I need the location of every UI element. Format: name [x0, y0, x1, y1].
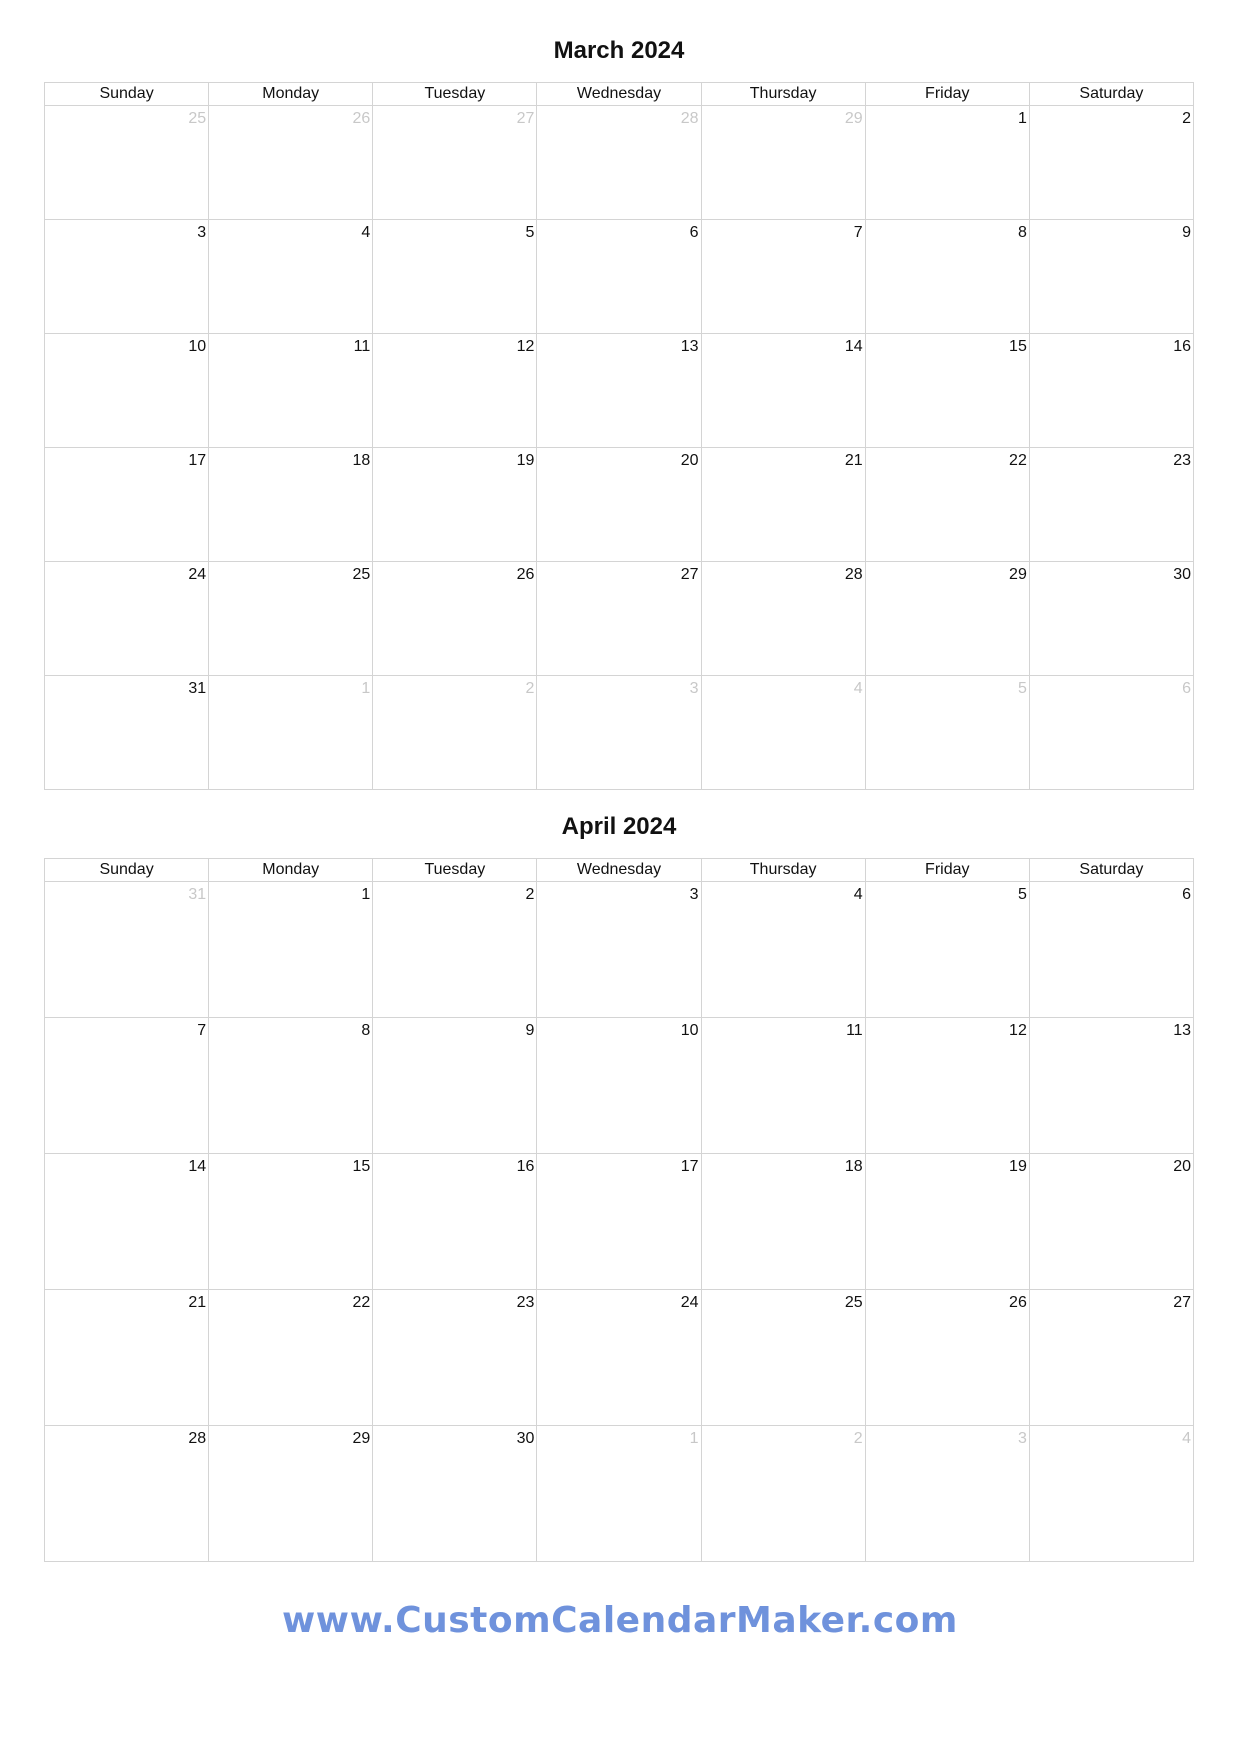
day-cell: 25	[209, 562, 373, 676]
day-cell: 22	[865, 448, 1029, 562]
day-cell: 27	[537, 562, 701, 676]
day-cell: 29	[865, 562, 1029, 676]
day-cell: 5	[865, 882, 1029, 1018]
day-cell-other-month: 28	[537, 106, 701, 220]
day-cell: 22	[209, 1290, 373, 1426]
day-cell: 14	[701, 334, 865, 448]
day-cell: 1	[209, 882, 373, 1018]
week-row	[45, 1290, 1194, 1426]
day-cell: 4	[701, 882, 865, 1018]
day-cell: 23	[1029, 448, 1193, 562]
day-cell: 16	[1029, 334, 1193, 448]
day-cell: 26	[373, 562, 537, 676]
day-cell: 20	[1029, 1154, 1193, 1290]
day-cell: 28	[45, 1426, 209, 1562]
week-row	[45, 448, 1194, 562]
day-cell: 3	[45, 220, 209, 334]
week-row	[45, 882, 1194, 1018]
calendar-grid	[44, 858, 1194, 1562]
day-cell: 15	[865, 334, 1029, 448]
week-row	[45, 1426, 1194, 1562]
day-cell: 19	[865, 1154, 1029, 1290]
day-cell: 24	[537, 1290, 701, 1426]
day-cell-other-month: 25	[45, 106, 209, 220]
day-cell-other-month: 2	[701, 1426, 865, 1562]
day-cell: 4	[209, 220, 373, 334]
weekday-header: Monday	[209, 83, 373, 106]
month-title: March 2024	[553, 37, 685, 64]
week-row	[45, 220, 1194, 334]
day-cell-other-month: 4	[701, 676, 865, 790]
day-cell: 28	[701, 562, 865, 676]
day-cell: 2	[1029, 106, 1193, 220]
weekday-header: Thursday	[701, 859, 865, 882]
day-cell: 30	[373, 1426, 537, 1562]
day-cell: 18	[209, 448, 373, 562]
day-cell: 11	[209, 334, 373, 448]
day-cell: 12	[373, 334, 537, 448]
day-cell-other-month: 26	[209, 106, 373, 220]
weekday-header-row	[45, 83, 1194, 106]
weekday-header: Tuesday	[373, 859, 537, 882]
day-cell-other-month: 3	[865, 1426, 1029, 1562]
weekday-header: Sunday	[45, 859, 209, 882]
day-cell: 20	[537, 448, 701, 562]
weekday-header-row	[45, 859, 1194, 882]
day-cell: 18	[701, 1154, 865, 1290]
day-cell-other-month: 1	[537, 1426, 701, 1562]
weekday-header: Monday	[209, 859, 373, 882]
day-cell: 15	[209, 1154, 373, 1290]
day-cell: 16	[373, 1154, 537, 1290]
day-cell: 7	[45, 1018, 209, 1154]
day-cell: 19	[373, 448, 537, 562]
day-cell: 1	[865, 106, 1029, 220]
day-cell: 6	[537, 220, 701, 334]
day-cell: 24	[45, 562, 209, 676]
day-cell-other-month: 3	[537, 676, 701, 790]
day-cell-other-month: 31	[45, 882, 209, 1018]
day-cell-other-month: 2	[373, 676, 537, 790]
week-row	[45, 334, 1194, 448]
day-cell: 21	[701, 448, 865, 562]
day-cell-other-month: 29	[701, 106, 865, 220]
day-cell: 8	[209, 1018, 373, 1154]
month-april	[44, 810, 1194, 1562]
day-cell: 10	[537, 1018, 701, 1154]
day-cell: 14	[45, 1154, 209, 1290]
day-cell: 13	[1029, 1018, 1193, 1154]
day-cell: 12	[865, 1018, 1029, 1154]
week-row	[45, 676, 1194, 790]
day-cell: 6	[1029, 882, 1193, 1018]
day-cell: 23	[373, 1290, 537, 1426]
month-march	[44, 34, 1194, 790]
day-cell: 8	[865, 220, 1029, 334]
day-cell: 10	[45, 334, 209, 448]
weekday-header: Saturday	[1029, 83, 1193, 106]
day-cell: 9	[1029, 220, 1193, 334]
weekday-header: Wednesday	[537, 83, 701, 106]
weekday-header: Sunday	[45, 83, 209, 106]
weekday-header: Thursday	[701, 83, 865, 106]
day-cell: 27	[1029, 1290, 1193, 1426]
day-cell: 7	[701, 220, 865, 334]
week-row	[45, 1154, 1194, 1290]
day-cell: 29	[209, 1426, 373, 1562]
day-cell: 21	[45, 1290, 209, 1426]
week-row	[45, 106, 1194, 220]
week-row	[45, 562, 1194, 676]
day-cell: 2	[373, 882, 537, 1018]
weekday-header: Wednesday	[537, 859, 701, 882]
weekday-header: Saturday	[1029, 859, 1193, 882]
day-cell-other-month: 6	[1029, 676, 1193, 790]
day-cell-other-month: 27	[373, 106, 537, 220]
day-cell: 17	[45, 448, 209, 562]
weekday-header: Friday	[865, 83, 1029, 106]
weekday-header: Tuesday	[373, 83, 537, 106]
day-cell-other-month: 5	[865, 676, 1029, 790]
day-cell: 5	[373, 220, 537, 334]
day-cell: 30	[1029, 562, 1193, 676]
month-title: April 2024	[561, 813, 677, 840]
day-cell: 31	[45, 676, 209, 790]
day-cell: 3	[537, 882, 701, 1018]
calendar-grid	[44, 82, 1194, 790]
day-cell: 11	[701, 1018, 865, 1154]
week-row	[45, 1018, 1194, 1154]
day-cell-other-month: 4	[1029, 1426, 1193, 1562]
weekday-header: Friday	[865, 859, 1029, 882]
day-cell: 13	[537, 334, 701, 448]
day-cell: 26	[865, 1290, 1029, 1426]
day-cell: 17	[537, 1154, 701, 1290]
day-cell-other-month: 1	[209, 676, 373, 790]
website-link[interactable]: www.CustomCalendarMaker.com	[282, 1600, 958, 1641]
day-cell: 25	[701, 1290, 865, 1426]
day-cell: 9	[373, 1018, 537, 1154]
